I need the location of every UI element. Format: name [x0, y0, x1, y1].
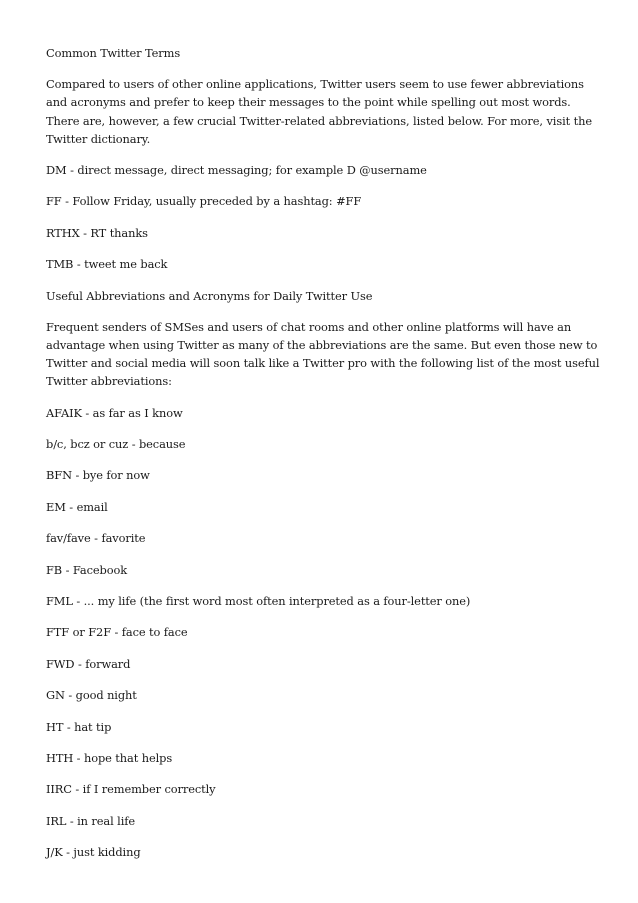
abbr-ftf: FTF or F2F - face to face [46, 625, 188, 640]
abbr-because: b/c, bcz or cuz - because [46, 436, 186, 451]
abbr-bfn: BFN - bye for now [46, 468, 150, 483]
abbr-fwd: FWD - forward [46, 656, 131, 671]
abbr-hth: HTH - hope that helps [46, 750, 173, 765]
term-tmb: TMB - tweet me back [46, 257, 168, 272]
abbr-em: EM - email [46, 499, 108, 514]
abbr-afaik: AFAIK - as far as I know [46, 405, 183, 420]
document-page [46, 44, 602, 874]
section-heading-useful-abbreviations: Useful Abbreviations and Acronyms for Daily Twitter Use [46, 288, 373, 303]
abbr-fave: fav/fave - favorite [46, 531, 146, 546]
intro-paragraph: Compared to users of other online applications, Twitter users seem to use fewer abbreviations and acronyms and prefer to keep their messages to the point while spelling out most words. There are, however, a few crucial Twitter-related abbreviations, listed below. For more, visit the Twitter dictionary. [46, 77, 592, 146]
abbr-ht: HT - hat tip [46, 719, 112, 734]
abbr-gn: GN - good night [46, 688, 137, 703]
abbr-fml: FML - ... my life (the first word most often interpreted as a four-letter one) [46, 593, 471, 608]
abbr-fb: FB - Facebook [46, 562, 128, 577]
abbr-jk: J/K - just kidding [46, 845, 141, 860]
abbr-irl: IRL - in real life [46, 813, 136, 828]
abbr-iirc: IIRC - if I remember correctly [46, 782, 216, 797]
term-ff: FF - Follow Friday, usually preceded by a hashtag: #FF [46, 194, 362, 209]
term-rthx: RTHX - RT thanks [46, 225, 148, 240]
term-dm: DM - direct message, direct messaging; for example D @username [46, 163, 427, 178]
section-heading-common-terms: Common Twitter Terms [46, 46, 181, 60]
intro-paragraph-2: Frequent senders of SMSes and users of chat rooms and other online platforms will have an advantage when using Twitter as many of the abbreviations are the same. But even those new to Twitter and social media will soon talk like a Twitter pro with the following list of the most useful Twitter abbreviations: [46, 319, 600, 389]
